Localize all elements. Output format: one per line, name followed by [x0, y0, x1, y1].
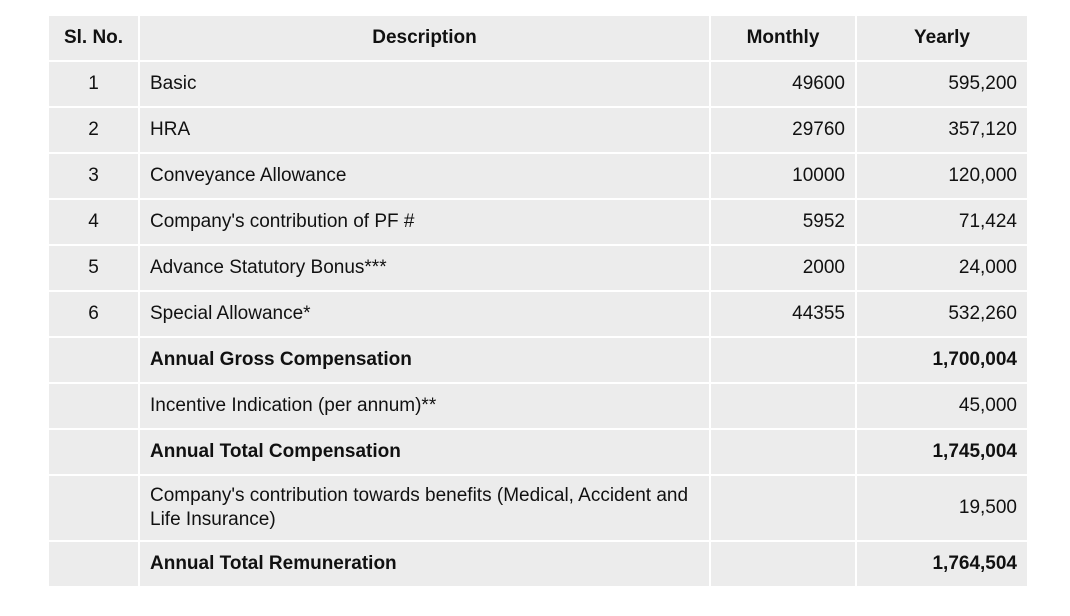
- table-row: [48, 61, 1028, 107]
- yearly-cell: 120,000: [856, 153, 1028, 199]
- monthly-cell: [710, 337, 856, 383]
- description-cell: Incentive Indication (per annum)**: [139, 383, 710, 429]
- sl-no-cell: [48, 541, 139, 587]
- table-row: [48, 245, 1028, 291]
- description-cell: Annual Total Compensation: [139, 429, 710, 475]
- subtotal-row-total: [48, 429, 1028, 475]
- description-cell: HRA: [139, 107, 710, 153]
- description-cell: Advance Statutory Bonus***: [139, 245, 710, 291]
- header-description: Description: [139, 15, 710, 61]
- header-sl-no: Sl. No.: [48, 15, 139, 61]
- description-cell: Basic: [139, 61, 710, 107]
- yearly-cell: 45,000: [856, 383, 1028, 429]
- yearly-cell: 357,120: [856, 107, 1028, 153]
- sl-no-cell: 1: [48, 61, 139, 107]
- description-cell: Annual Total Remuneration: [139, 541, 710, 587]
- description-cell: Annual Gross Compensation: [139, 337, 710, 383]
- header-yearly: Yearly: [856, 15, 1028, 61]
- sl-no-cell: 5: [48, 245, 139, 291]
- monthly-cell: 5952: [710, 199, 856, 245]
- sl-no-cell: [48, 337, 139, 383]
- monthly-cell: [710, 541, 856, 587]
- description-cell: Conveyance Allowance: [139, 153, 710, 199]
- description-cell: Company's contribution of PF #: [139, 199, 710, 245]
- yearly-cell: 71,424: [856, 199, 1028, 245]
- monthly-cell: 29760: [710, 107, 856, 153]
- yearly-cell: 595,200: [856, 61, 1028, 107]
- sl-no-cell: 2: [48, 107, 139, 153]
- table-row: [48, 475, 1028, 541]
- yearly-cell: 19,500: [856, 475, 1028, 541]
- monthly-cell: 49600: [710, 61, 856, 107]
- table-row: [48, 383, 1028, 429]
- monthly-cell: 2000: [710, 245, 856, 291]
- sl-no-cell: [48, 383, 139, 429]
- sl-no-cell: [48, 475, 139, 541]
- description-cell: Company's contribution towards benefits (Medical, Accident and Life Insurance): [139, 475, 710, 541]
- monthly-cell: [710, 475, 856, 541]
- table-header-row: [48, 15, 1028, 61]
- compensation-table: [47, 14, 1029, 588]
- yearly-cell: 1,764,504: [856, 541, 1028, 587]
- yearly-cell: 24,000: [856, 245, 1028, 291]
- monthly-cell: 10000: [710, 153, 856, 199]
- sl-no-cell: 4: [48, 199, 139, 245]
- monthly-cell: [710, 429, 856, 475]
- monthly-cell: [710, 383, 856, 429]
- subtotal-row-gross: [48, 337, 1028, 383]
- table-row: [48, 199, 1028, 245]
- table-row: [48, 153, 1028, 199]
- table-row: [48, 107, 1028, 153]
- sl-no-cell: 3: [48, 153, 139, 199]
- table-row: [48, 291, 1028, 337]
- yearly-cell: 532,260: [856, 291, 1028, 337]
- header-monthly: Monthly: [710, 15, 856, 61]
- grand-total-row: [48, 541, 1028, 587]
- yearly-cell: 1,700,004: [856, 337, 1028, 383]
- description-cell: Special Allowance*: [139, 291, 710, 337]
- sl-no-cell: 6: [48, 291, 139, 337]
- sl-no-cell: [48, 429, 139, 475]
- monthly-cell: 44355: [710, 291, 856, 337]
- yearly-cell: 1,745,004: [856, 429, 1028, 475]
